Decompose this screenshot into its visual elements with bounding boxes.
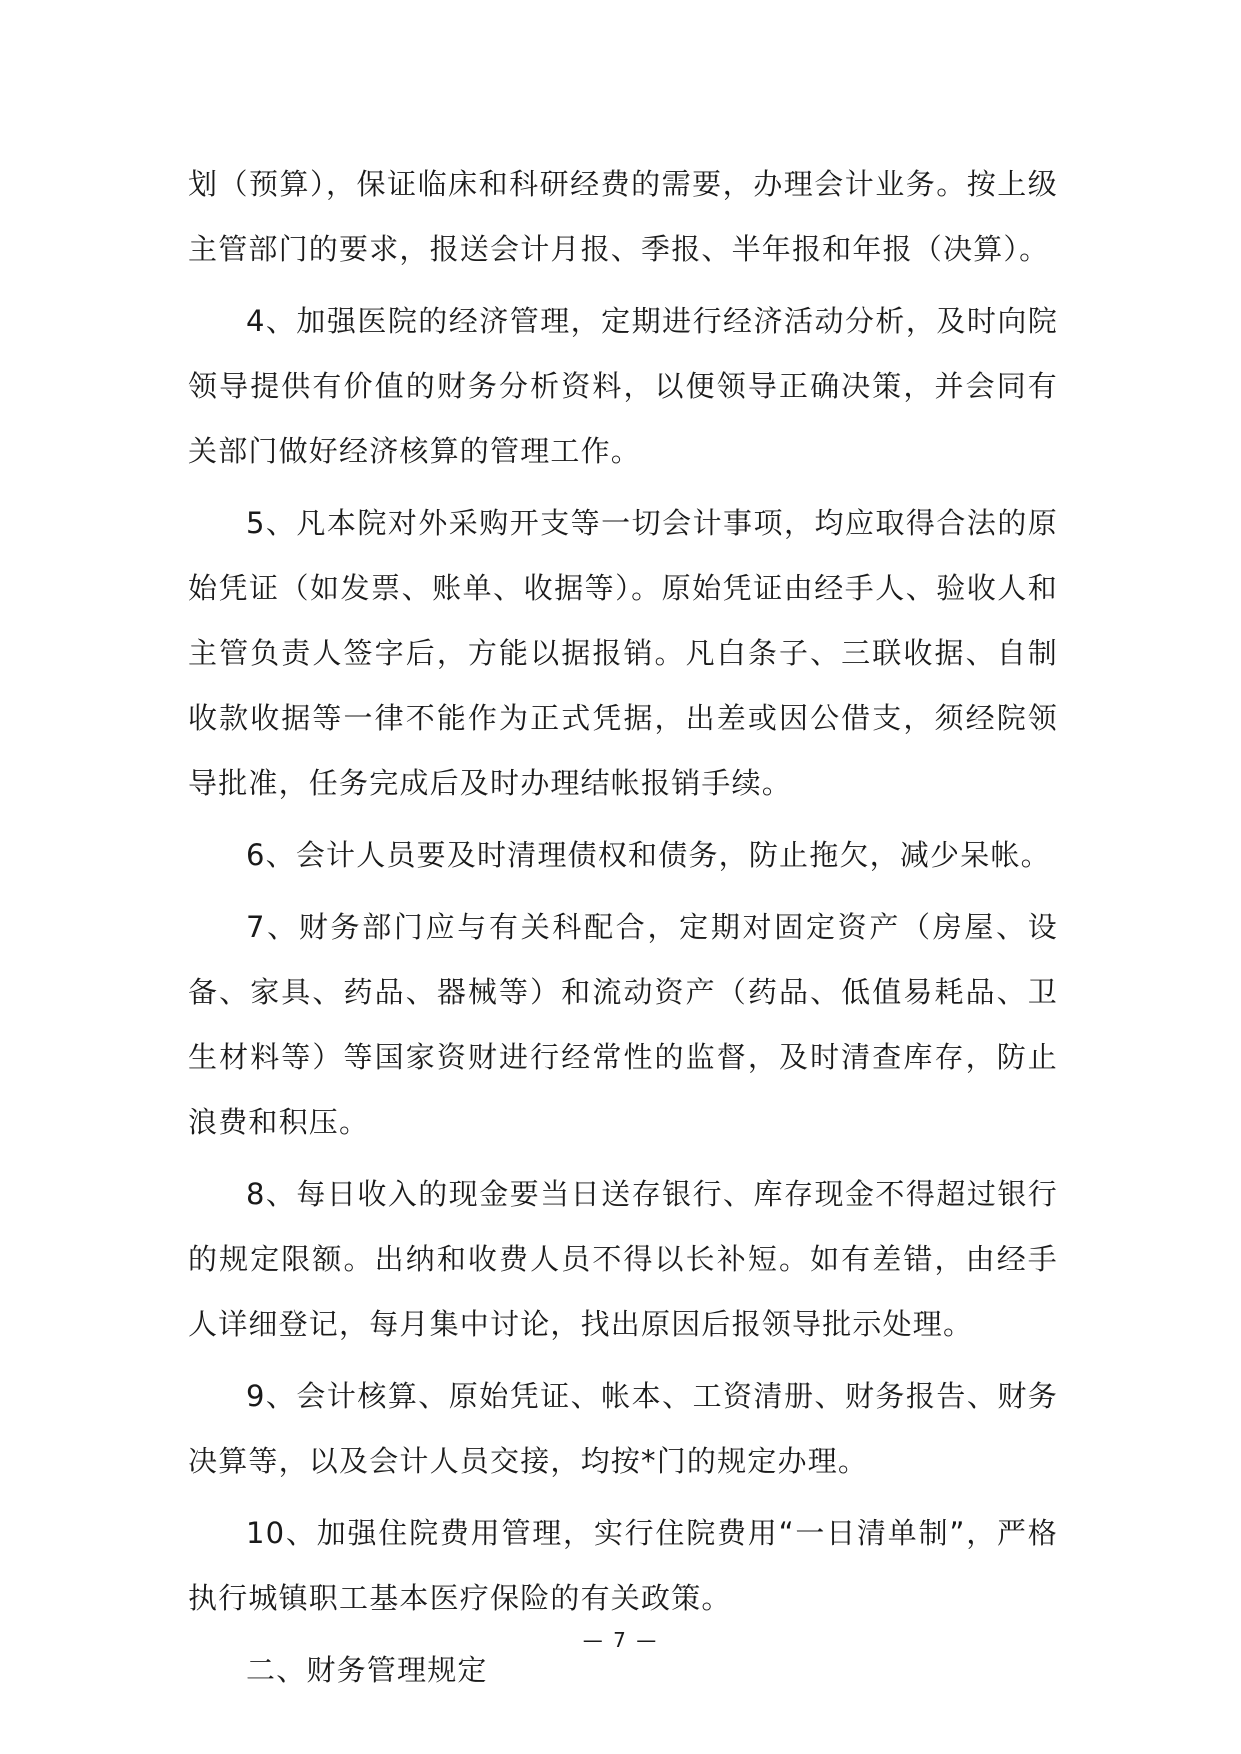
paragraph-item-6: 6、会计人员要及时清理债权和债务，防止拖欠，减少呆帐。	[246, 838, 1051, 872]
paragraph-continuation: 划（预算），保证临床和科研经费的需要，办理会计业务。按上级主管部门的要求，报送会计月报、季报、半年报和年报（决算）。	[188, 167, 1058, 266]
paragraph-item-7: 7、财务部门应与有关科配合，定期对固定资产（房屋、设备、家具、药品、器械等）和流动资产（药品、低值易耗品、卫生材料等）等国家资财进行经常性的监督，及时清查库存，防止浪费和积压。	[188, 910, 1058, 1139]
document-body	[188, 152, 1058, 1710]
paragraph-item-9: 9、会计核算、原始凭证、帐本、工资清册、财务报告、财务决算等，以及会计人员交接，均按*门的规定办理。	[188, 1379, 1058, 1478]
section-heading: 二、财务管理规定	[246, 1653, 488, 1687]
paragraph-item-5: 5、凡本院对外采购开支等一切会计事项，均应取得合法的原始凭证（如发票、账单、收据等）。原始凭证由经手人、验收人和主管负责人签字后，方能以据报销。凡白条子、三联收据、自制收款收据等一律不能作为正式凭据，出差或因公借支，须经院领导批准，任务完成后及时办理结帐报销手续。	[188, 506, 1058, 800]
page-number: — 7 —	[582, 1628, 659, 1652]
paragraph-item-8: 8、每日收入的现金要当日送存银行、库存现金不得超过银行的规定限额。出纳和收费人员不得以长补短。如有差错，由经手人详细登记，每月集中讨论，找出原因后报领导批示处理。	[188, 1177, 1058, 1341]
paragraph-item-4: 4、加强医院的经济管理，定期进行经济活动分析，及时向院领导提供有价值的财务分析资料，以便领导正确决策，并会同有关部门做好经济核算的管理工作。	[188, 304, 1058, 468]
paragraph-item-10: 10、加强住院费用管理，实行住院费用“一日清单制”，严格执行城镇职工基本医疗保险的有关政策。	[188, 1516, 1058, 1615]
